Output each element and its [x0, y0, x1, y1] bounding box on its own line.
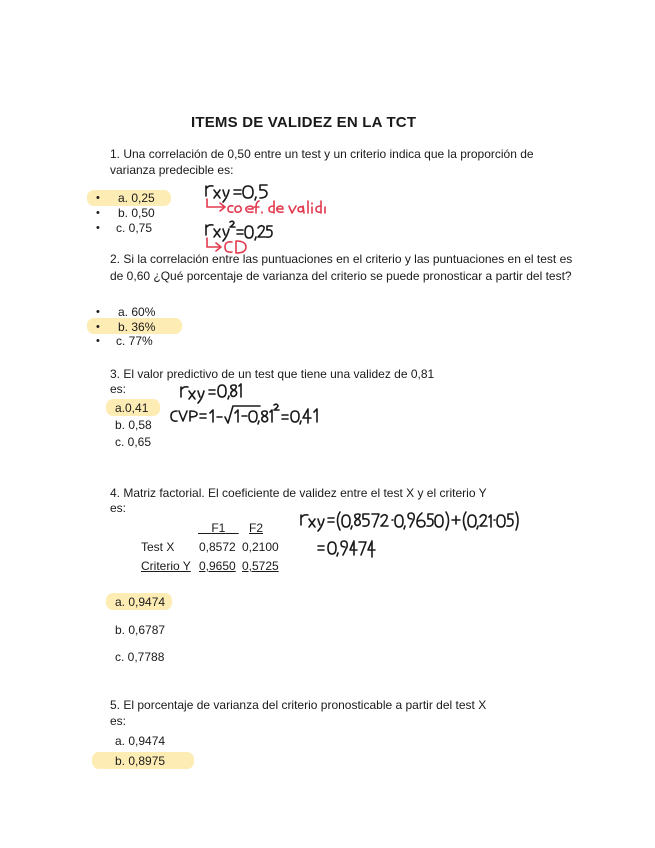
- q3-option-c: c. 0,65: [115, 435, 152, 449]
- q3-option-a: a.0,41: [115, 401, 149, 415]
- handwritten-cvp-formula: [168, 403, 326, 431]
- q1-option-b: b. 0,50: [118, 206, 155, 220]
- table-cell-criterio-y-f2: 0,5725: [242, 559, 279, 573]
- question-4-line-2: es:: [110, 501, 127, 515]
- question-1-line-2: varianza predecible es:: [110, 163, 234, 177]
- question-2-line-1: 2. Si la correlación entre las puntuaciones en el criterio y las puntuaciones en el test es: [110, 252, 573, 266]
- question-1-line-1: 1. Una correlación de 0,50 entre un test y un criterio indica que la proporción de: [110, 147, 534, 161]
- table-cell-test-x-f2: 0,2100: [242, 540, 279, 554]
- question-2-line-2: de 0,60 ¿Qué porcentaje de varianza del criterio se puede pronosticar a partir del test?: [110, 269, 572, 283]
- bullet-q1-a: •: [96, 192, 100, 204]
- q4-option-a: a. 0,9474: [115, 595, 166, 609]
- handwritten-coef-de-validez: [226, 199, 328, 217]
- bullet-q2-a: •: [96, 306, 100, 318]
- question-3-line-1: 3. El valor predictivo de un test que tiene una validez de 0,81: [110, 367, 435, 381]
- q5-option-b: b. 0,8975: [115, 754, 166, 768]
- question-4-line-1: 4. Matriz factorial. El coeficiente de validez entre el test X y el criterio Y: [110, 486, 487, 500]
- page-title: ITEMS DE VALIDEZ EN LA TCT: [191, 114, 417, 131]
- table-header-f2: F2: [249, 521, 264, 535]
- bullet-q1-b: •: [96, 207, 100, 219]
- question-5-line-1: 5. El porcentaje de varianza del criterio pronosticable a partir del test X: [110, 698, 487, 712]
- table-row-label-criterio-y: Criterio Y: [141, 559, 191, 573]
- handwritten-result-09474: [315, 537, 379, 561]
- table-header-f1: F1: [211, 521, 226, 535]
- table-cell-criterio-y-f1: 0,9650: [199, 559, 236, 573]
- bullet-q1-c: •: [96, 222, 100, 234]
- q1-option-a: a. 0,25: [118, 191, 155, 205]
- question-3-line-2: es:: [110, 382, 127, 396]
- q2-option-a: a. 60%: [118, 305, 156, 319]
- handwritten-rxy-081: [178, 379, 242, 405]
- table-cell-test-x-f1: 0,8572: [199, 540, 236, 554]
- bullet-q2-c: •: [96, 335, 100, 347]
- q3-option-b: b. 0,58: [115, 418, 152, 432]
- q5-option-a: a. 0,9474: [115, 734, 166, 748]
- q4-option-c: c. 0,7788: [115, 650, 165, 664]
- handwritten-rxy-product-sum: [298, 509, 520, 535]
- q1-option-c: c. 0,75: [116, 221, 153, 235]
- q4-option-b: b. 0,6787: [115, 623, 166, 637]
- q2-option-c: c. 77%: [116, 334, 153, 348]
- question-5-line-2: es:: [110, 714, 127, 728]
- bullet-q2-b: •: [96, 321, 100, 333]
- table-row-label-test-x: Test X: [141, 540, 175, 554]
- q2-option-b: b. 36%: [118, 320, 156, 334]
- handwritten-red-arrow-cd: [204, 237, 252, 255]
